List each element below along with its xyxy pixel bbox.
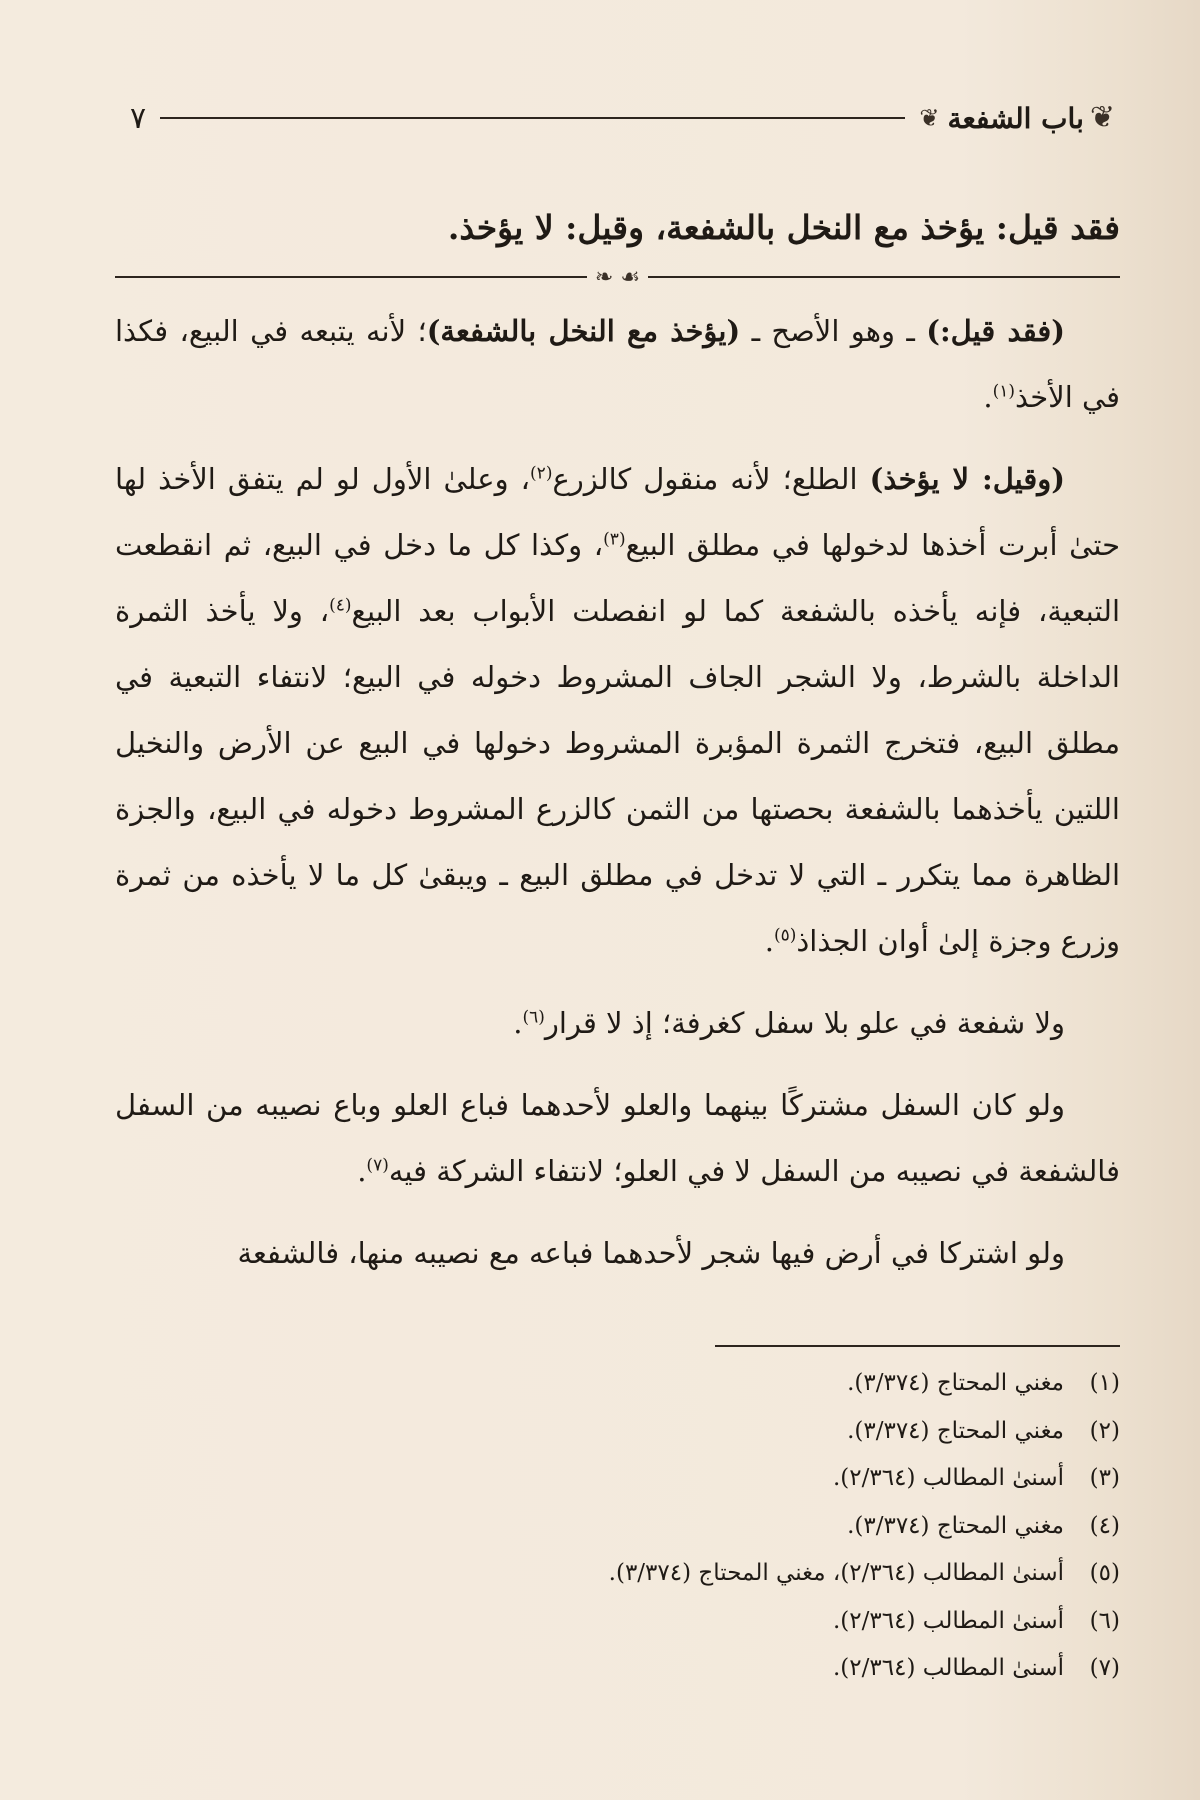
footnote-text: مغني المحتاج (٣/٣٧٤).: [847, 1417, 1064, 1444]
separator-rule: [115, 276, 587, 278]
footnote-text: أسنىٰ المطالب (٢/٣٦٤).: [833, 1465, 1064, 1491]
footnote: [115, 1598, 1120, 1646]
footnote-text: أسنىٰ المطالب (٢/٣٦٤)، مغني المحتاج (٣/٣٧٤).: [608, 1560, 1064, 1586]
paragraph-end: .: [357, 1154, 367, 1188]
paragraph-text: ـ وهو الأصح ـ: [740, 314, 927, 348]
paragraph: [115, 990, 1120, 1056]
quoted-matn: (يؤخذ مع النخل بالشفعة): [426, 314, 741, 348]
paragraph: [115, 1220, 1120, 1286]
footnote: [115, 1503, 1120, 1551]
commentary-body: [115, 298, 1120, 1302]
footnote-ref[interactable]: (١): [992, 381, 1015, 402]
footnote-number: (٢): [1089, 1417, 1120, 1444]
section-separator: [115, 262, 1120, 292]
paragraph-text: ، وكذا كل ما دخل في البيع، ثم انقطعت التبعية، فإنه يأخذه بالشفعة كما لو انفصلت الأبواب بعد البيع: [115, 528, 1120, 628]
footnote: [115, 1360, 1120, 1408]
footnote-text: أسنىٰ المطالب (٢/٣٦٤).: [833, 1607, 1064, 1634]
paragraph-text: ولا شفعة في علو بلا سفل كغرفة؛ إذ لا قرار: [544, 1006, 1065, 1040]
footnote-ref[interactable]: (٥): [773, 925, 797, 946]
matn-text: فقد قيل: يؤخذ مع النخل بالشفعة، وقيل: لا يؤخذ.: [447, 208, 1120, 247]
paragraph: [115, 446, 1120, 974]
footnote-ref[interactable]: (٧): [366, 1155, 389, 1176]
paragraph-text: ؛ لأنه يتبعه في البيع، فكذا في الأخذ: [115, 314, 1120, 414]
running-header: [130, 88, 1115, 148]
footnote-number: (٣): [1089, 1465, 1120, 1491]
paragraph-end: .: [764, 924, 774, 958]
page-number: ٧: [130, 100, 147, 136]
footnote-number: (٥): [1089, 1560, 1120, 1586]
footnote: [115, 1408, 1120, 1456]
paragraph-text: ولو اشتركا في أرض فيها شجر لأحدهما فباعه مع نصيبه منها، فالشفعة: [237, 1236, 1065, 1270]
ornament-icon: ❦: [1089, 100, 1115, 135]
footnote-ref[interactable]: (٦): [522, 1007, 545, 1028]
separator-rule: [648, 276, 1120, 278]
ornament-icon: ❦: [919, 104, 940, 132]
quoted-matn: (وقيل: لا يؤخذ): [869, 462, 1065, 496]
paragraph-text: الطلع؛ لأنه منقول كالزرع: [552, 462, 870, 496]
paragraph-end: .: [513, 1006, 523, 1040]
paragraph: [115, 1072, 1120, 1204]
paragraph-text: ، ولا يأخذ الثمرة الداخلة بالشرط، ولا الشجر الجاف المشروط دخوله في البيع؛ لانتفاء التبعية في مطلق البيع، فتخرج الثمرة المؤبرة المشروط دخولها في البيع عن الأرض والنخيل اللتين يأخذهما بالشفعة بحصتها من الثمن كالزرع المشروط دخوله في البيع، والجزة الظاهرة مما يتكرر ـ التي لا تدخل في مطلق البيع ـ ويبقىٰ كل ما لا يأخذه من ثمرة وزرع وجزة إلىٰ أوان الجذاذ: [115, 594, 1120, 958]
paragraph-text: ولو كان السفل مشتركًا بينهما والعلو لأحدهما فباع العلو وباع نصيبه من السفل فالشفعة في نصيبه من السفل لا في العلو؛ لانتفاء الشركة فيه: [115, 1088, 1120, 1188]
footnote-number: (٧): [1089, 1655, 1120, 1681]
footnote-number: (١): [1089, 1370, 1120, 1396]
footnote-number: (٦): [1089, 1607, 1120, 1634]
paragraph-text: ، وعلىٰ الأول لو لم يتفق الأخذ لها حتىٰ أبرت أخذها لدخولها في مطلق البيع: [115, 462, 1120, 562]
footnote-ref[interactable]: (٢): [530, 463, 553, 484]
footnote-ref[interactable]: (٣): [603, 529, 626, 550]
footnote: [115, 1645, 1120, 1693]
footnote-text: أسنىٰ المطالب (٢/٣٦٤).: [833, 1655, 1064, 1681]
footnote-text: مغني المحتاج (٣/٣٧٤).: [847, 1370, 1064, 1396]
quoted-matn: (فقد قيل:): [926, 314, 1065, 348]
paragraph-end: .: [983, 380, 993, 414]
footnote-text: مغني المحتاج (٣/٣٧٤).: [847, 1512, 1064, 1539]
chapter-title: باب الشفعة: [947, 101, 1084, 135]
footnote-ref[interactable]: (٤): [329, 595, 352, 616]
footnotes: [115, 1360, 1120, 1693]
header-rule: [160, 117, 905, 119]
footnote-number: (٤): [1089, 1512, 1120, 1539]
footnote: [115, 1550, 1120, 1598]
footnote-rule: [715, 1345, 1120, 1347]
paragraph: [115, 298, 1120, 430]
separator-ornament-icon: ❧ ☙: [594, 264, 641, 290]
footnote: [115, 1455, 1120, 1503]
